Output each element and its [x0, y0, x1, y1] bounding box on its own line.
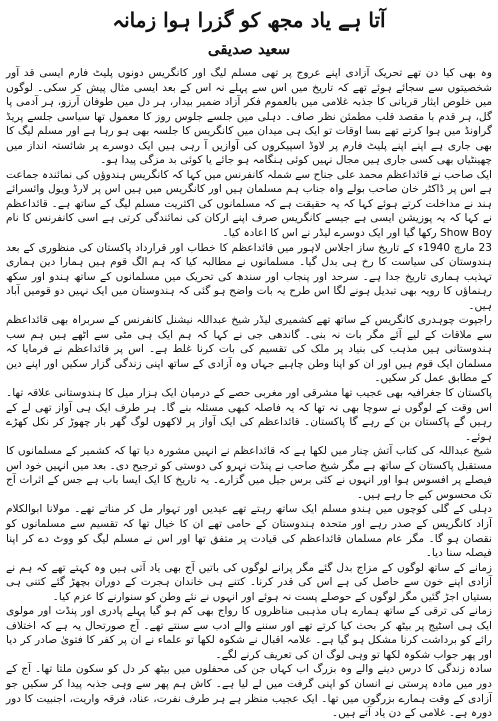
article-paragraph: 23 مارچ 1940ء کے تاریخ ساز اجلاس لاہور میں قائداعظم کا خطاب اور قرارداد پاکستان کی منظوری کے بعد ہندوستان کی سیاست کا رخ ہی بدل گیا۔ مسلمانوں نے مطالبہ کیا کہ ہم الگ قوم ہیں ہمارا دین ہماری تہذیب ہماری تاریخ جدا ہے۔ سرحد اور پنجاب اور سندھ کی تحریک میں مسلمانوں کے ساتھ ہندو اور سکھ رہنماؤں کا رویہ بھی تبدیل ہونے لگا اس طرح یہ بات واضح ہو گئی کہ ہندوستان میں ایک نہیں دو قومیں آباد ہیں۔	[6, 241, 493, 312]
article-paragraph: شیخ عبداللہ کی کتاب آتش چنار میں لکھا ہے کہ قائداعظم نے انہیں مشورہ دیا تھا کہ کشمیر کے مسلمانوں کا مستقبل پاکستان کے ساتھ ہے مگر شیخ صاحب نے پنڈت نہرو کی دوستی کو ترجیح دی۔ بعد میں انہیں خود اس فیصلے پر افسوس ہوا اور انہوں نے کئی برس جیل میں گزارے۔ یہ تاریخ کا ایک ایسا باب ہے جس کے اثرات آج تک محسوس کیے جا رہے ہیں۔	[6, 445, 492, 501]
article-paragraph: زمانے کی ترقی کے ساتھ ہمارے ہاں مذہبی مناظروں کا رواج بھی کم ہو گیا پہلے پادری اور پنڈت اور مولوی ایک ہی اسٹیج پر بیٹھ کر بحث کیا کرتے تھے اور سننے والے ادب سے سنتے تھے۔ آج صورتحال یہ ہے کہ اختلاف رائے کو برداشت کرنا مشکل ہو گیا ہے۔ علامہ اقبال نے شکوہ لکھا تو علماء نے ان پر کفر کا فتویٰ صادر کر دیا اور پھر جواب شکوہ لکھا تو وہی لوگ ان کی تعریف کرنے لگے۔	[6, 605, 492, 661]
newspaper-column	[6, 6, 493, 720]
article-paragraph: زمانے کے ساتھ لوگوں کے مزاج بدل گئے مگر پرانے لوگوں کی باتیں آج بھی یاد آتی ہیں وہ کہتے تھے کہ ہم نے آزادی اپنے خون سے حاصل کی ہے اس کی قدر کرنا۔ کتنے ہی خاندان ہجرت کے دوران بچھڑ گئے کتنی ہی بستیاں اجڑ گئیں مگر لوگوں کے حوصلے پست نہ ہوئے اور انہوں نے نئے وطن کو سنوارنے کا عزم کیا۔	[6, 561, 492, 603]
article-paragraph: ایک صاحب نے قائداعظم محمد علی جناح سے شملہ کانفرنس میں کہا کہ کانگریس ہندوؤں کی نمائندہ جماعت ہے اس پر ڈاکٹر خان صاحب بولے واہ جناب ہم مسلمان ہیں اور کانگریس میں ہیں اس پر لارڈ ویول وائسرائے ہند نے مداخلت کرتے ہوئے کہا کہ یہ حقیقت ہے کہ مسلمانوں کی اکثریت مسلم لیگ کے ساتھ ہے۔ قائداعظم نے کہا کہ یہ پوزیشن ایسی ہے جیسے کانگریس صرف اپنے ارکان کی نمائندگی کرتی ہے اسی کانفرنس کا نام Show Boy رکھا گیا اور ایک دوسرے لیڈر نے اس کا اعادہ کیا۔	[6, 168, 492, 240]
article-body	[6, 66, 492, 721]
article-headline: آتا ہے یاد مجھ کو گزرا ہوا زمانہ	[112, 8, 386, 32]
article-paragraph: سادہ زندگی کا درس دینے والے وہ بزرگ اب کہاں جن کی محفلوں میں بیٹھ کر دل کو سکون ملتا تھا۔ آج کے دور میں مادہ پرستی نے انسان کو اپنی گرفت میں لے لیا ہے۔ کاش ہم پھر سے وہی جذبہ پیدا کر سکیں جو آزادی کے وقت ہمارے بزرگوں میں تھا۔ ایک عجیب منظر ہے ہر طرف نفرت، عناد، فرقہ واریت، اجنبیت کا دور دورہ ہے۔ غلامی کے دن یاد آتے ہیں۔	[6, 663, 492, 720]
article-paragraph: دہلی کے گلی کوچوں میں ہندو مسلم ایک ساتھ رہتے تھے عیدیں اور تہوار مل کر مناتے تھے۔ مولانا ابوالکلام آزاد کانگریس کے صدر رہے اور متحدہ ہندوستان کے حامی تھے ان کا خیال تھا کہ تقسیم سے مسلمانوں کو نقصان ہو گا۔ مگر عام مسلمان قائداعظم کی قیادت پر متفق تھا اور اس نے مسلم لیگ کو ووٹ دے کر اپنا فیصلہ سنا دیا۔	[6, 503, 492, 560]
article-paragraph: پاکستان کا جغرافیہ بھی عجیب تھا مشرقی اور مغربی حصے کے درمیان ایک ہزار میل کا ہندوستانی علاقہ تھا۔ اس وقت کے لوگوں نے سوچا بھی نہ تھا کہ یہ فاصلہ کبھی مسئلہ بنے گا۔ ہر طرف ایک ہی آواز تھی لے کے رہیں گے پاکستان بن کے رہے گا پاکستان۔ قائداعظم کی ایک آواز پر لاکھوں لوگ گھر بار چھوڑ کر نکل کھڑے ہوئے۔	[6, 387, 492, 443]
article-paragraph: وہ بھی کیا دن تھے تحریک آزادی اپنے عروج پر تھی مسلم لیگ اور کانگریس دونوں پلیٹ فارم ایسی قد آور شخصیتوں سے سجائے ہوئے تھے کہ تاریخ میں اس سے پہلے نہ اس کے بعد ایسی مثال پیش کر سکی۔ لوگوں میں خلوص ایثار قربانی کا جذبہ غلامی میں بالعموم فکر آزاد ضمیر بیدار، ہر دل میں طوفان آرزو، ہر آدمی پا گل، ہر قدم با مقصد قلب مطمئن نظر صاف۔ دہلی میں جلسے جلوس روز کا معمول تھا سیاسی جلسے پریڈ گراونڈ میں ہوا کرتے تھے بسا اوقات تو ایک ہی میدان میں کانگریس کا جلسہ بھی ہو رہا ہے اور مسلم لیگ کا بھی جاری ہے اپنے اپنے پلیٹ فارم پر لاوڈ اسپیکروں کی آوازیں آ رہی ہیں ایک دوسرے پر شائستہ انداز میں چھینٹیاں بھی کسی جاری ہیں مجال نہیں کوئی ہنگامہ ہو جائے یا کوئی بد مزگی پیدا ہو۔	[6, 67, 492, 167]
author-byline: سعید صدیقی	[207, 40, 291, 58]
article-paragraph: راجپوت چوہدری کانگریس کے ساتھ تھے کشمیری لیڈر شیخ عبداللہ نیشنل کانفرنس کے سربراہ بھی قائداعظم سے ملاقات کے لیے آئے مگر بات نہ بنی۔ گاندھی جی نے کہا کہ ہم ایک ہی مٹی سے اٹھے ہیں ہم سب ہندوستانی ہیں مذہب کی بنیاد پر ملک کی تقسیم کی بات کرنا غلط ہے۔ اس پر قائداعظم نے فرمایا کہ مسلمان ایک قوم ہیں اور ان کو اپنا وطن چاہیے جہاں وہ آزادی کے ساتھ اپنی زندگی گزار سکیں اور اپنے دین کے مطابق عمل کر سکیں۔	[6, 314, 492, 385]
